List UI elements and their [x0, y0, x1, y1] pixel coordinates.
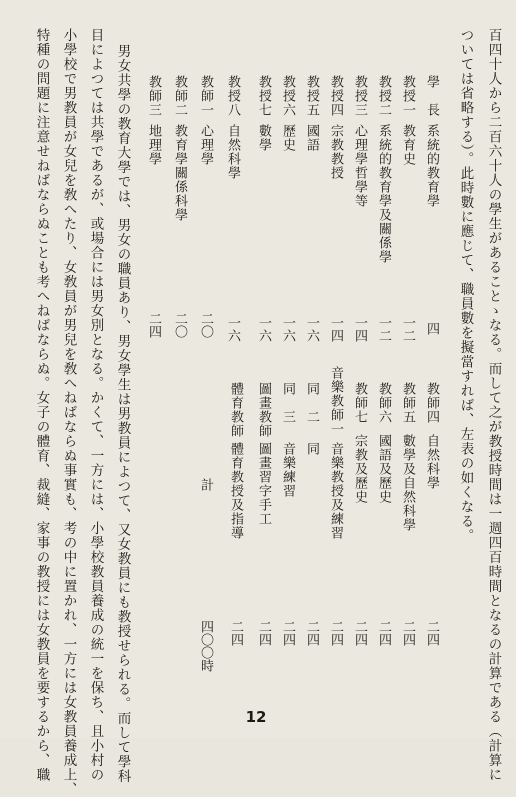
staff-hours: 一六 [225, 316, 240, 342]
intro-line-1: 百四十人から二百六十人の學生があることゝなる。而して之が教授時間は一週四百時間となるの計算である（計算に [485, 28, 502, 782]
staff-subject: 音樂教授及練習 [328, 442, 343, 540]
staff-subject: 地理學 [146, 124, 161, 166]
total-value: 四〇〇時 [198, 620, 213, 672]
staff-subject: 數學及自然科學 [400, 434, 415, 532]
staff-hours: 一四 [328, 316, 343, 342]
staff-subject: 歷史 [280, 124, 295, 152]
staff-hours: 一二 [400, 316, 415, 342]
staff-role: 教師七 [352, 382, 367, 424]
staff-hours: 一六 [304, 316, 319, 342]
staff-subject: 國語 [304, 124, 319, 152]
staff-role: 教授五 [304, 75, 319, 117]
staff-role: 教授一 [400, 75, 415, 117]
staff-role: 教授三 [352, 75, 367, 117]
staff-subject: 心理學哲學等 [352, 124, 367, 208]
body-line-4: 特種の問題に注意せねばならぬことも考へねばならぬ。女子の體育、裁縫、家事の教授には女教員を要するから、職 [33, 28, 50, 782]
total-label: 計 [198, 478, 213, 492]
staff-role: 教授二 [376, 75, 391, 117]
staff-subject: 系統的教育學及關係學 [376, 124, 391, 264]
staff-hours: 二四 [146, 312, 161, 338]
staff-hours: 一六 [280, 316, 295, 342]
staff-subject: 國語及歷史 [376, 434, 391, 504]
staff-hours: 二四 [228, 620, 243, 646]
staff-subject: 教育史 [400, 124, 415, 166]
staff-role: 教師六 [376, 382, 391, 424]
staff-subject: 宗教教授 [328, 124, 343, 180]
staff-role: 同 二 [304, 382, 319, 424]
body-line-3: 小學校で男教員が女兒を敎へたり、女敎員が男兒を敎へねばならぬ事實も、考の中に置かれ、一方には女教員養成上、 [60, 28, 77, 797]
staff-role: 教授八 [225, 75, 240, 117]
staff-hours: 二四 [304, 620, 319, 646]
staff-subject: 系統的教育學 [424, 124, 439, 208]
staff-hours: 二四 [280, 620, 295, 646]
staff-subject: 數學 [256, 124, 271, 152]
staff-hours: 二四 [424, 620, 439, 646]
body-line-1: 男女共學の教育大學では、男女の職員あり、男女學生は男教員によつて、又女教員にも教授せられる。而して學科 [114, 44, 131, 784]
staff-hours: 四 [424, 322, 439, 335]
staff-subject: 自然科學 [225, 124, 240, 180]
staff-hours: 二四 [328, 620, 343, 646]
body-line-2: 目によつては共學であるが、或場合には男女別となる。かくて、一方には、小學校教員養成の統一を保ち、且小村の [87, 28, 104, 782]
intro-line-2: ついては省略する）。此時數に應じて、職員數を擬當すれば、左表の如くなる。 [457, 28, 474, 544]
staff-hours: 一二 [376, 316, 391, 342]
staff-hours: 二四 [256, 620, 271, 646]
staff-subject: 圖畫習字手工 [256, 442, 271, 526]
staff-role: 音樂教師一 [328, 366, 343, 436]
staff-role: 學 長 [424, 75, 439, 117]
staff-subject: 心理學 [198, 124, 213, 166]
staff-role: 教師五 [400, 382, 415, 424]
staff-subject: 體育教授及指導 [228, 442, 243, 540]
staff-role: 體育教師 [228, 382, 243, 438]
staff-role: 圖畫教師 [256, 382, 271, 438]
staff-role: 教授四 [328, 75, 343, 117]
staff-hours: 一四 [352, 316, 367, 342]
staff-subject: 自然科學 [424, 434, 439, 490]
staff-role: 教師三 [146, 75, 161, 117]
staff-hours: 二四 [352, 620, 367, 646]
staff-role: 教師二 [172, 75, 187, 117]
staff-hours: 二四 [400, 620, 415, 646]
staff-role: 教授七 [256, 75, 271, 117]
staff-role: 教師一 [198, 75, 213, 117]
page-number: 12 [245, 708, 267, 726]
staff-subject: 同 [304, 442, 319, 456]
staff-subject: 教育學關係科學 [172, 124, 187, 222]
staff-hours: 二〇 [172, 312, 187, 338]
staff-role: 教師四 [424, 382, 439, 424]
staff-hours: 二四 [376, 620, 391, 646]
staff-role: 教授六 [280, 75, 295, 117]
staff-subject: 宗教及歷史 [352, 434, 367, 504]
staff-hours: 二〇 [198, 312, 213, 338]
staff-role: 同 三 [280, 382, 295, 424]
staff-subject: 音樂練習 [280, 442, 295, 498]
staff-hours: 一六 [256, 316, 271, 342]
